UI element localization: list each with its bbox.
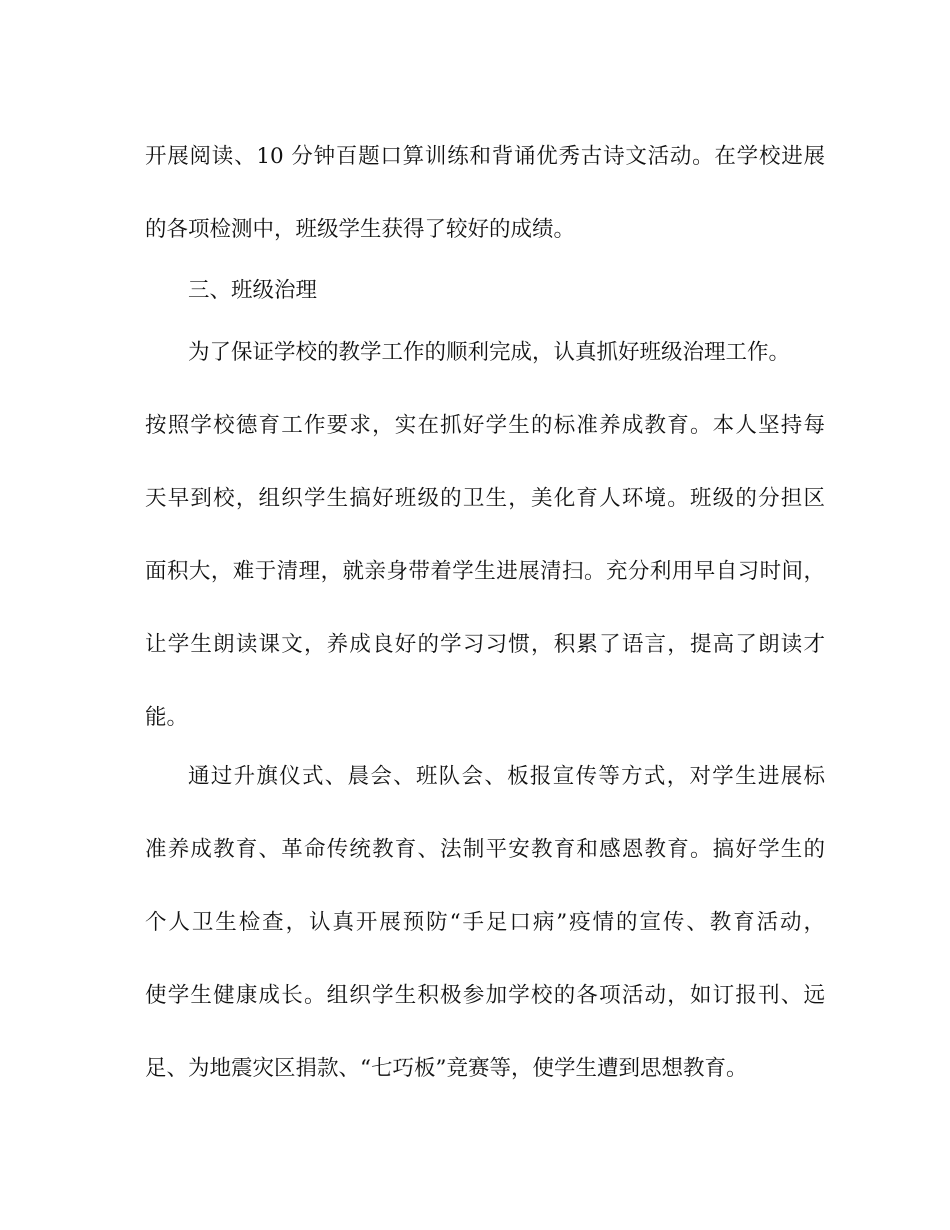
section-heading: 三、班级治理 [188, 278, 318, 303]
body-text-line: 通过升旗仪式、晨会、班队会、板报宣传等方式，对学生进展标 [188, 764, 825, 789]
body-text-line: 天早到校，组织学生搞好班级的卫生，美化育人环境。班级的分担区 [145, 486, 825, 511]
body-text-line: 足、为地震灾区捐款、“七巧板”竞赛等，使学生遭到思想教育。 [145, 1056, 748, 1081]
body-text-line: 为了保证学校的教学工作的顺利完成，认真抓好班级治理工作。 [188, 340, 791, 365]
body-text-line: 面积大，难于清理，就亲身带着学生进展清扫。充分利用早自习时间， [145, 559, 825, 584]
body-text-line: 准养成教育、革命传统教育、法制平安教育和感恩教育。搞好学生的 [145, 837, 825, 862]
body-text-line: 让学生朗读课文，养成良好的学习习惯，积累了语言，提高了朗读才 [145, 632, 825, 657]
body-text-line: 按照学校德育工作要求，实在抓好学生的标准养成教育。本人坚持每 [145, 413, 825, 438]
body-text-line: 的各项检测中，班级学生获得了较好的成绩。 [145, 217, 576, 242]
body-text-line: 个人卫生检查，认真开展预防“手足口病”疫情的宣传、教育活动， [145, 910, 825, 935]
body-text-line: 使学生健康成长。组织学生积极参加学校的各项活动，如订报刊、远 [145, 983, 825, 1008]
body-text-line: 开展阅读、10 分钟百题口算训练和背诵优秀古诗文活动。在学校进展 [145, 144, 825, 169]
body-text-line: 能。 [145, 705, 189, 730]
